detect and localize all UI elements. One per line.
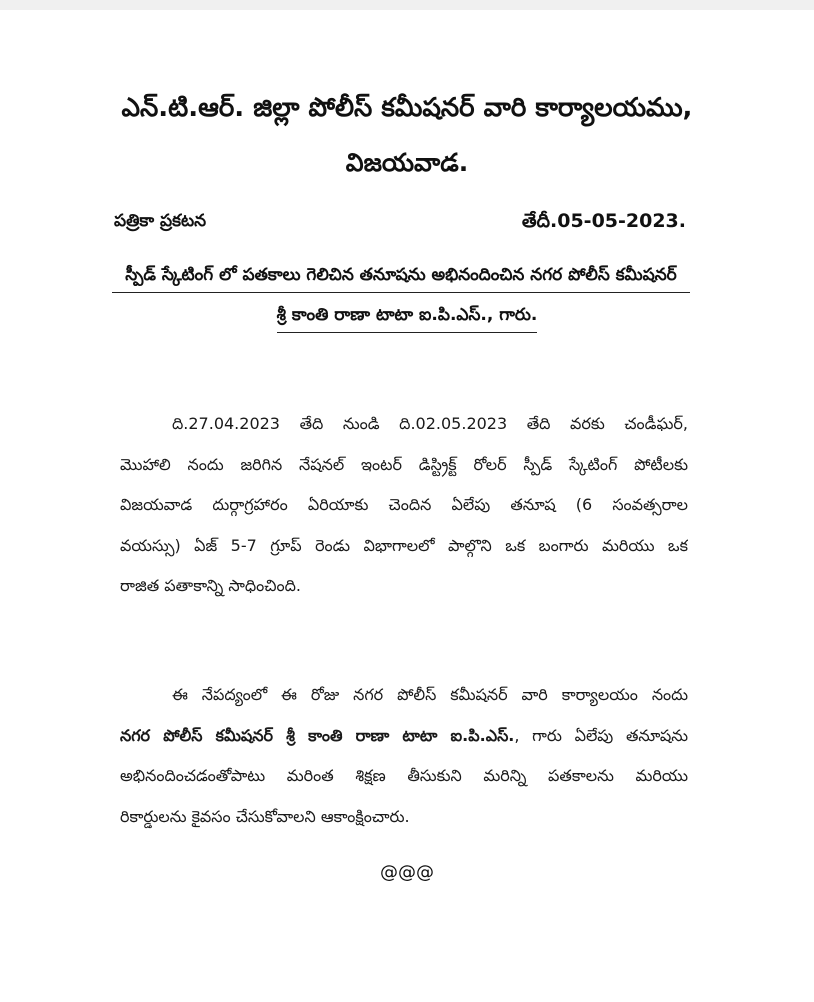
paragraph-2 (120, 675, 688, 837)
paragraph-1 (120, 404, 688, 607)
paragraph-2-line: ఈ నేపద్యంలో ఈ రోజు నగర పోలీస్ కమీషనర్ వారి కార్యాలయం నందు (172, 685, 688, 704)
paragraph-2-line: రికార్డులను కైవసం చేసుకోవాలని ఆకాంక్షించారు. (120, 806, 410, 826)
paragraph-1-line: విజయవాడ దుర్గాగ్రహారం ఏరియాకు చెందిన ఏలేపు తనూష (6 సంవత్సరాల (120, 495, 688, 514)
paragraph-2-line: అభినందించడంతోపాటు మరింత శిక్షణ తీసుకుని మరిన్ని పతకాలను మరియు (120, 766, 688, 785)
release-date: తేదీ.05-05-2023. (521, 210, 686, 232)
headline-line-2: శ్రీ కాంతి రాణా టాటా ఐ.పి.ఎస్., గారు. (277, 298, 538, 333)
headline-line-1: స్పీడ్ స్కేటింగ్ లో పతకాలు గెలిచిన తనూషను అభినందించిన నగర పోలీస్ కమీషనర్ (112, 258, 690, 293)
paragraph-1-line: ది.27.04.2023 తేది నుండి ది.02.05.2023 తేది వరకు చండీఘర్, (172, 414, 688, 433)
city-title: విజయవాడ. (345, 148, 469, 177)
paragraph-1-line: వయస్సు) ఏజ్ 5-7 గ్రూప్ రెండు విభాగాలలో పాల్గొని ఒక బంగారు మరియు ఒక (120, 535, 688, 555)
paragraph-2-line-rest: , గారు ఏలేపు తనూషను (514, 725, 688, 745)
headline-line-2-wrap (0, 298, 814, 333)
paragraph-1-line: మొహాలి నందు జరిగిన నేషనల్ ఇంటర్ డిస్ట్రిక్ట్ రోలర్ స్పీడ్ స్కేటింగ్ పోటీలకు (120, 454, 688, 474)
paragraph-2-line (120, 716, 688, 757)
closing-mark: @@@ (380, 862, 434, 883)
office-title: ఎన్.టి.ఆర్. జిల్లా పోలీస్ కమీషనర్ వారి కార్యాలయము, (121, 93, 693, 123)
press-release-label: పత్రికా ప్రకటన (114, 211, 207, 231)
paragraph-1-line: రాజిత పతాకాన్ని సాధించింది. (120, 576, 302, 595)
commissioner-name-bold: నగర పోలీస్ కమీషనర్ శ్రీ కాంతి రాణా టాటా ఐ.పి.ఎస్. (120, 725, 515, 745)
